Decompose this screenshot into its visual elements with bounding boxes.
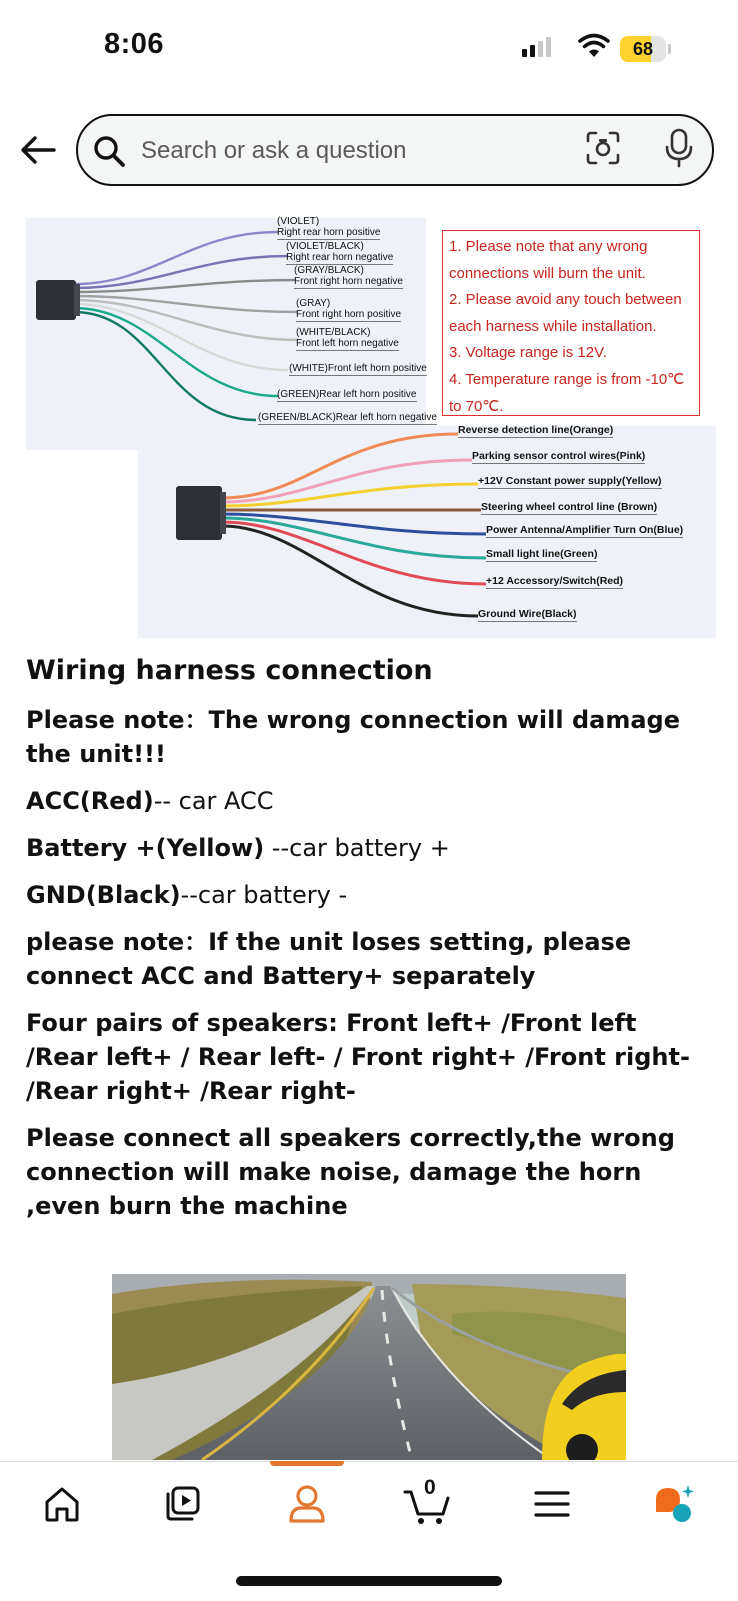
wire-label: (GREEN)Rear left horn positive	[277, 389, 417, 400]
home-icon[interactable]	[40, 1482, 84, 1526]
wire-label: (VIOLET) Right rear horn positive	[277, 216, 381, 238]
wiring-diagram-image	[26, 212, 716, 638]
camera-search-icon[interactable]	[585, 130, 621, 166]
speakers-note: Four pairs of speakers: Front left+ /Front left /Rear left+ / Rear left- / Front right+ /Front right- /Rear right+ /Rear right-	[26, 1009, 690, 1105]
wire-label: (GRAY) Front right horn positive	[296, 298, 402, 320]
section-title: Wiring harness connection	[26, 655, 433, 686]
connection-note: Please connect all speakers correctly,the wrong connection will make noise, damage the horn ,even burn the machine	[26, 1124, 675, 1220]
warning-notes-box: 1. Please note that any wrong connections will burn the unit. 2. Please avoid any touch between each harness while installation. 3. Voltage range is 12V. 4. Temperature range is from -10℃ to 70℃.	[442, 230, 700, 416]
wire-label: (WHITE)Front left horn positive	[289, 363, 427, 374]
status-time: 8:06	[104, 28, 165, 60]
video-icon[interactable]	[160, 1482, 204, 1526]
wifi-icon	[578, 33, 610, 59]
back-arrow-icon[interactable]	[18, 130, 58, 170]
wire-label: Parking sensor control wires(Pink)	[472, 450, 646, 462]
cellular-signal-icon	[522, 37, 551, 57]
wire-label: (GRAY/BLACK) Front right horn negative	[294, 265, 403, 287]
wire-label: +12 Accessory/Switch(Red)	[486, 575, 624, 587]
wire-label: (GREEN/BLACK)Rear left horn negative	[258, 412, 437, 423]
microphone-icon[interactable]	[664, 128, 694, 168]
menu-icon[interactable]	[530, 1482, 574, 1526]
product-description	[26, 652, 716, 1236]
battery-line: Battery +(Yellow) --car battery +	[26, 834, 450, 862]
acc-line: ACC(Red)-- car ACC	[26, 787, 274, 815]
wire-label: Steering wheel control line (Brown)	[481, 501, 658, 513]
home-indicator	[236, 1576, 502, 1586]
active-tab-indicator	[270, 1461, 344, 1466]
wire-label: Power Antenna/Amplifier Turn On(Blue)	[486, 524, 684, 536]
cart-count: 0	[424, 1476, 436, 1499]
wire-label: Reverse detection line(Orange)	[458, 424, 614, 436]
product-photo	[112, 1274, 626, 1460]
setting-note: please note：If the unit loses setting, please connect ACC and Battery+ separately	[26, 928, 632, 990]
battery-level: 68	[632, 39, 654, 59]
wire-label: +12V Constant power supply(Yellow)	[478, 475, 662, 487]
battery-indicator	[620, 36, 672, 62]
wire-label: Small light line(Green)	[486, 548, 598, 560]
rufus-assistant-icon[interactable]	[652, 1482, 696, 1526]
wire-label: (VIOLET/BLACK) Right rear horn negative	[286, 241, 394, 263]
wire-label: Ground Wire(Black)	[478, 608, 577, 620]
gnd-line: GND(Black)--car battery -	[26, 881, 348, 909]
account-icon[interactable]	[285, 1482, 329, 1526]
search-icon	[92, 134, 126, 168]
warning-note: Please note：The wrong connection will damage the unit!!!	[26, 706, 680, 768]
search-input[interactable]: Search or ask a question	[141, 137, 407, 164]
wire-label: (WHITE/BLACK) Front left horn negative	[296, 327, 399, 349]
